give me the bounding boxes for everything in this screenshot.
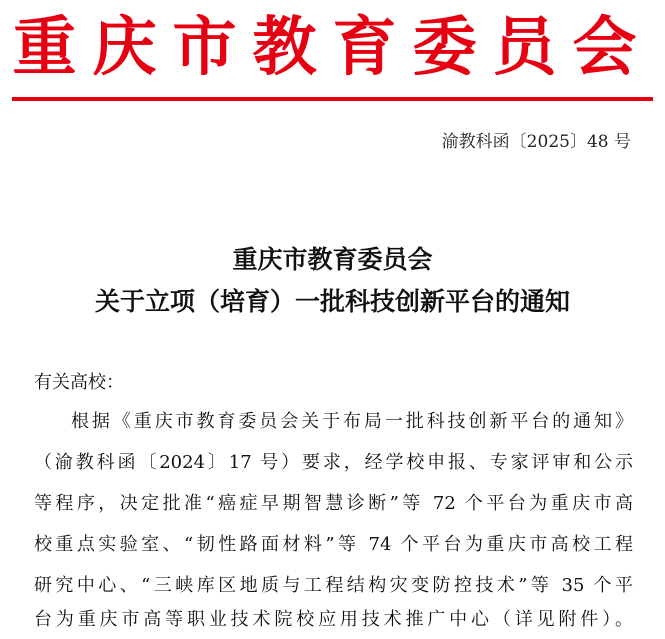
body-text-line: 台为重庆市高等职业技术院校应用技术推广中心（详见附件）。 [34, 609, 633, 630]
body-text-line: 等程序，决定批准“癌症早期智慧诊断”等 72 个平台为重庆市高 [34, 493, 633, 514]
document-number: 渝教科函〔2025〕48 号 [441, 132, 631, 152]
body-text-line: （渝教科函〔2024〕17 号）要求，经学校申报、专家评审和公示 [34, 452, 633, 473]
body-text-line: 研究中心、“三峡库区地质与工程结构灾变防控技术”等 35 个平 [34, 575, 633, 596]
letterhead-issuer: 重庆市教育委员会 [12, 10, 653, 85]
body-text-line: 校重点实验室、“韧性路面材料”等 74 个平台为重庆市高校工程 [34, 534, 633, 555]
body-text-line: 根据《重庆市教育委员会关于布局一批科技创新平台的通知》 [71, 411, 633, 432]
salutation: 有关高校： [34, 372, 124, 393]
document-title-line-1: 重庆市教育委员会 [232, 245, 433, 274]
letterhead-red-rule [12, 97, 653, 101]
document-title-line-2: 关于立项（培育）一批科技创新平台的通知 [94, 287, 570, 316]
